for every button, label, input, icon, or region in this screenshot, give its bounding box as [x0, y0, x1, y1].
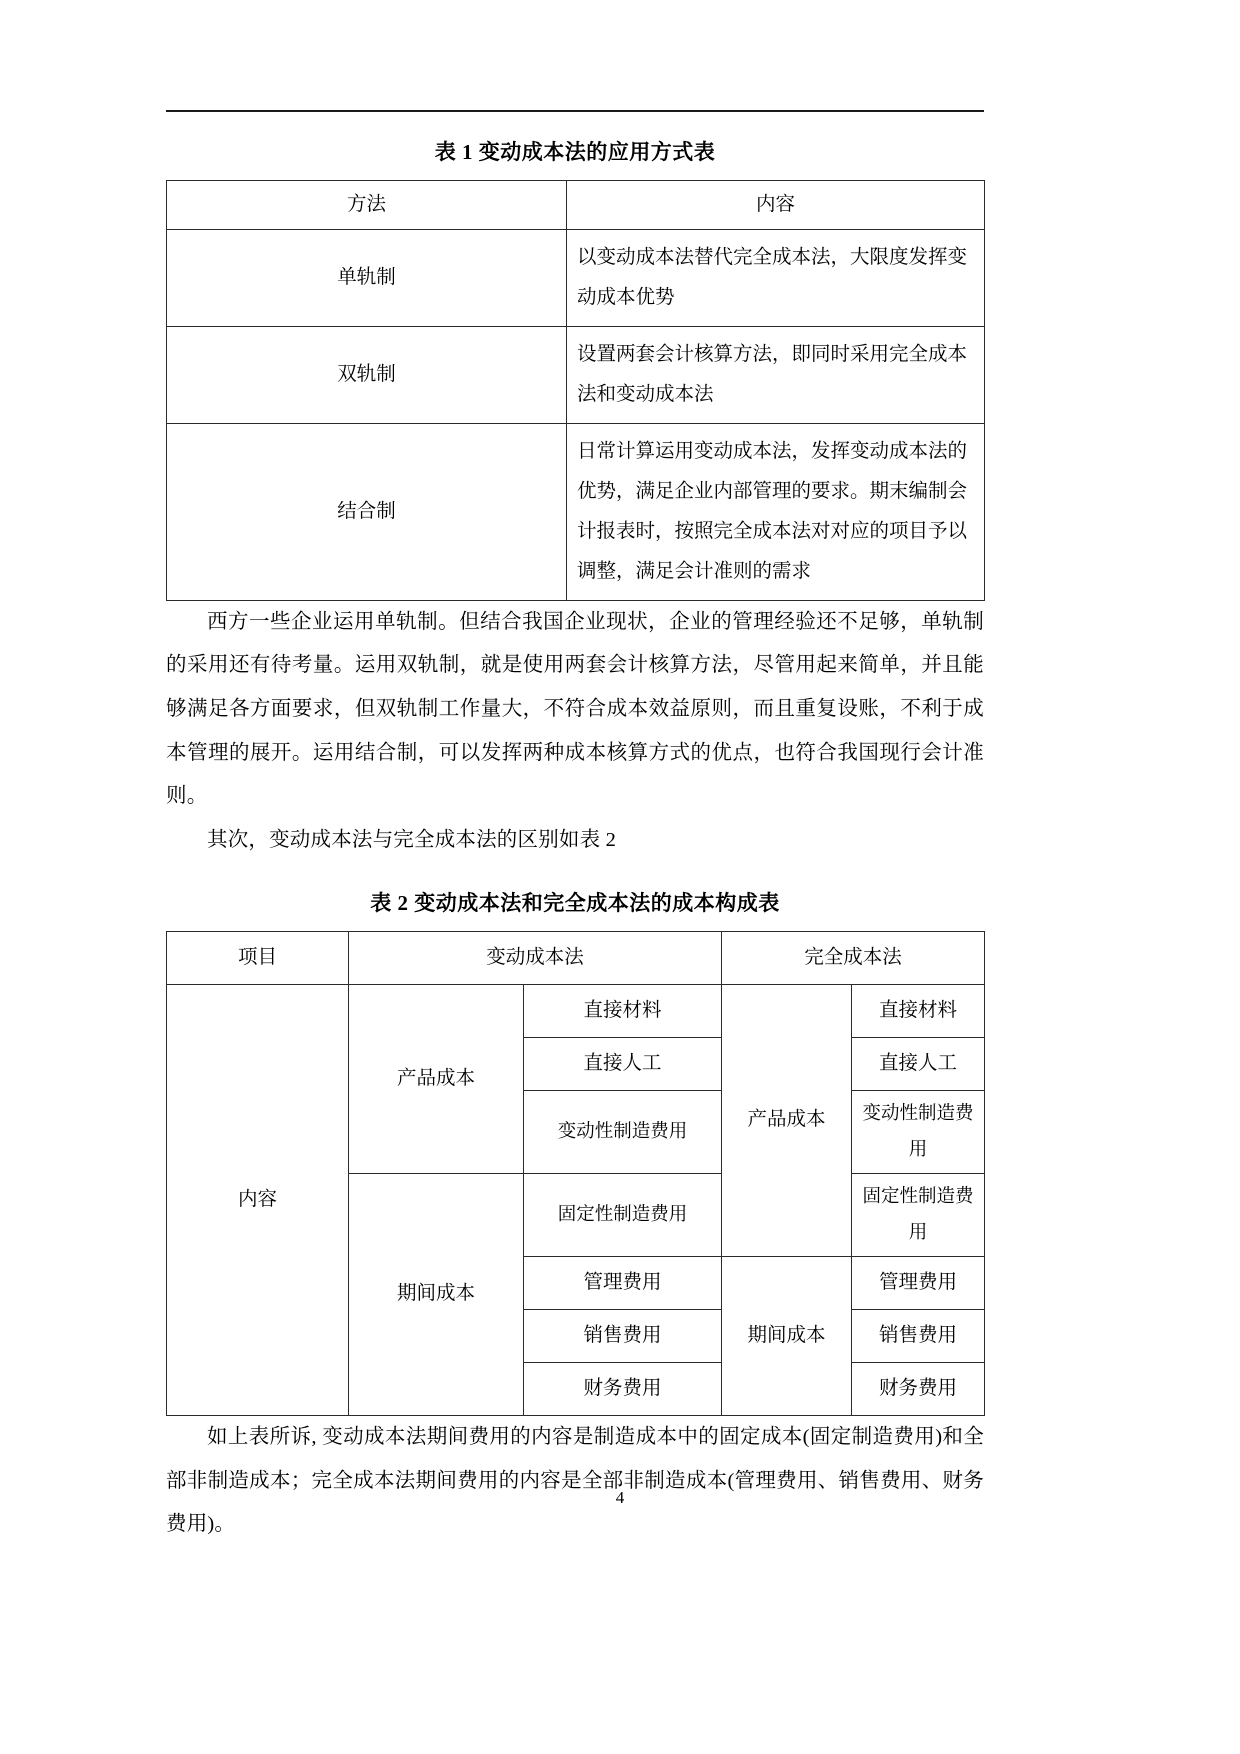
table2-header-item: 项目 [167, 931, 349, 984]
table2-abs-product-item: 直接人工 [852, 1037, 985, 1090]
table2-abs-product-item: 变动性制造费用 [852, 1090, 985, 1173]
table2-var-period-cost-label: 期间成本 [349, 1173, 524, 1415]
table2-title: 表 2 变动成本法和完全成本法的成本构成表 [370, 890, 780, 915]
table-row [167, 326, 985, 423]
table2-abs-product-item: 直接材料 [852, 984, 985, 1037]
paragraph-three: 如上表所诉, 变动成本法期间费用的内容是制造成本中的固定成本(固定制造费用)和全部非制造成本；完全成本法期间费用的内容是全部非制造成本(管理费用、销售费用、财务费用)。 [166, 1425, 984, 1536]
table2-abs-product-item: 固定性制造费用 [852, 1173, 985, 1256]
table2-header-variable: 变动成本法 [349, 931, 722, 984]
table2-var-product-cost-label: 产品成本 [349, 984, 524, 1173]
table1-method-dual: 双轨制 [167, 326, 567, 423]
page-number: 4 [615, 1488, 625, 1507]
table2-var-period-item: 固定性制造费用 [524, 1173, 722, 1256]
table2-var-period-item: 管理费用 [524, 1256, 722, 1309]
table2-abs-period-cost-label: 期间成本 [722, 1256, 852, 1415]
table2-header-absorption: 完全成本法 [722, 931, 985, 984]
table2-abs-period-item: 销售费用 [852, 1309, 985, 1362]
table1-content-single: 以变动成本法替代完全成本法，大限度发挥变动成本优势 [567, 230, 985, 327]
table2-var-period-item: 销售费用 [524, 1309, 722, 1362]
table2-var-product-item: 直接人工 [524, 1037, 722, 1090]
table2-var-product-item: 变动性制造费用 [524, 1090, 722, 1173]
page-content [166, 0, 984, 1547]
table1-method-single: 单轨制 [167, 230, 567, 327]
table-row [167, 181, 985, 230]
table2-var-product-item: 直接材料 [524, 984, 722, 1037]
table-row [167, 423, 985, 600]
table2-var-period-item: 财务费用 [524, 1362, 722, 1415]
table1-title: 表 1 变动成本法的应用方式表 [434, 140, 716, 164]
table2-abs-period-item: 财务费用 [852, 1362, 985, 1415]
table-row [167, 230, 985, 327]
table1 [166, 180, 985, 601]
table2-abs-period-item: 管理费用 [852, 1256, 985, 1309]
table2-row-label: 内容 [167, 984, 349, 1415]
table-row [167, 984, 985, 1037]
table1-header-content: 内容 [567, 181, 985, 230]
table1-method-combined: 结合制 [167, 423, 567, 600]
header-divider [166, 110, 984, 112]
table1-content-combined: 日常计算运用变动成本法，发挥变动成本法的优势，满足企业内部管理的要求。期末编制会计报表时，按照完全成本法对对应的项目予以调整，满足会计准则的需求 [567, 423, 985, 600]
table2 [166, 931, 985, 1416]
paragraph-one: 西方一些企业运用单轨制。但结合我国企业现状，企业的管理经验还不足够，单轨制的采用还有待考量。运用双轨制，就是使用两套会计核算方法，尽管用起来简单，并且能够满足各方面要求，但双轨制工作量大，不符合成本效益原则，而且重复设账，不利于成本管理的展开。运用结合制，可以发挥两种成本核算方式的优点，也符合我国现行会计准则。 [166, 610, 984, 808]
table1-header-method: 方法 [167, 181, 567, 230]
paragraph-two: 其次，变动成本法与完全成本法的区别如表 2 [207, 829, 617, 852]
table2-abs-product-cost-label: 产品成本 [722, 984, 852, 1256]
table1-content-dual: 设置两套会计核算方法，即同时采用完全成本法和变动成本法 [567, 326, 985, 423]
table-row [167, 931, 985, 984]
